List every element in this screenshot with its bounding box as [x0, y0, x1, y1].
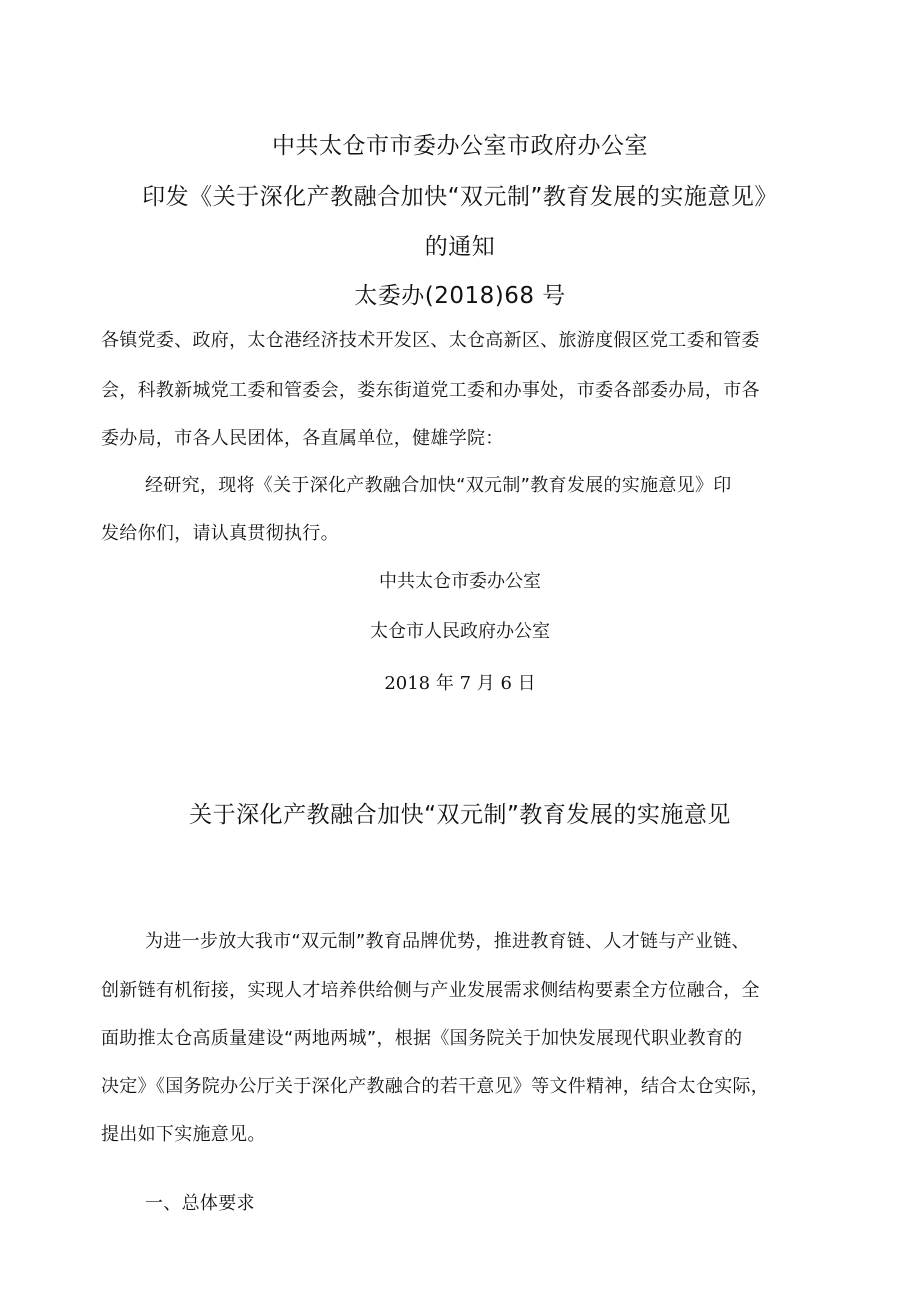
recipients-line-2: 会，科教新城党工委和管委会，娄东街道党工委和办事处，市委各部委办局，市各	[101, 380, 760, 401]
notice-body-line-1: 经研究，现将《关于深化产教融合加快“双元制”教育发展的实施意见》印	[145, 475, 732, 496]
recipients-line-1: 各镇党委、政府，太仓港经济技术开发区、太仓高新区、旅游度假区党工委和管委	[101, 330, 760, 351]
notice-date: 2018 年 7 月 6 日	[384, 673, 536, 694]
notice-title-line-3: 的通知	[424, 234, 496, 260]
notice-body-line-2: 发给你们，请认真贯彻执行。	[101, 523, 339, 544]
intro-line-4: 决定》《国务院办公厅关于深化产教融合的若干意见》等文件精神，结合太仓实际，	[101, 1076, 770, 1097]
signature-party-office: 中共太仓市委办公室	[379, 571, 541, 592]
section-heading-1: 一、总体要求	[145, 1193, 255, 1214]
intro-line-2: 创新链有机衔接，实现人才培养供给侧与产业发展需求侧结构要素全方位融合，全	[101, 980, 760, 1001]
intro-line-3: 面助推太仓高质量建设“两地两城”，根据《国务院关于加快发展现代职业教育的	[101, 1028, 743, 1049]
intro-line-1: 为进一步放大我市“双元制”教育品牌优势，推进教育链、人才链与产业链、	[145, 931, 750, 952]
notice-title-line-2: 印发《关于深化产教融合加快“双元制”教育发展的实施意见》	[142, 184, 778, 210]
notice-title-line-1: 中共太仓市市委办公室市政府办公室	[272, 133, 648, 159]
intro-line-5: 提出如下实施意见。	[101, 1124, 266, 1145]
document-number: 太委办(2018)68 号	[354, 283, 566, 309]
signature-government-office: 太仓市人民政府办公室	[370, 621, 550, 642]
recipients-line-3: 委办局，市各人民团体，各直属单位，健雄学院：	[101, 428, 504, 449]
opinion-title: 关于深化产教融合加快“双元制”教育发展的实施意见	[189, 802, 731, 828]
